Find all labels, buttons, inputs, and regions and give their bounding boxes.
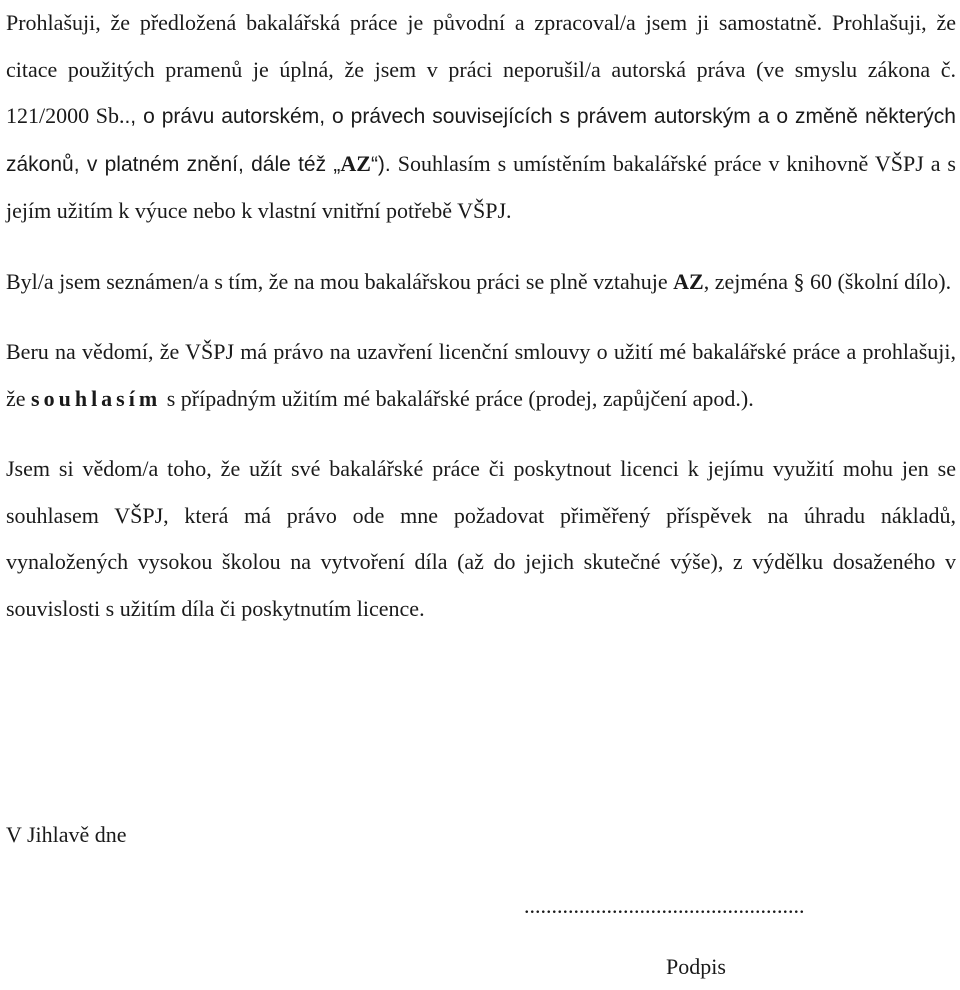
declaration-document [6, 0, 956, 632]
declaration-paragraph-license [6, 329, 956, 422]
declaration-paragraph-usage [6, 446, 956, 632]
usage-text: Jsem si vědom/a toho, že užít své bakalářské práce či poskytnout licenci k jejímu využití mohu jen se souhlasem VŠPJ, která má právo ode mne požadovat přiměřený příspěvek na úhradu nákladů, vynaložených vysokou školou na vytvoření díla (až do jejich skutečné výše), z výdělku dosaženého v souvislosti s užitím díla či poskytnutím licence. [6, 456, 956, 621]
signature-line: ................................................... [524, 893, 805, 918]
az-abbreviation: AZ [340, 150, 371, 176]
copyright-act-close: “). [370, 152, 391, 176]
library-consent-text: Souhlasím s umístěním bakalářské práce v knihovně VŠPJ a s jejím užitím k výuce nebo k vlastní vnitřní potřebě VŠPJ. [6, 150, 956, 223]
declaration-paragraph-school-work [6, 259, 956, 306]
place-date-line: V Jihlavě dne [6, 822, 127, 847]
signature-label: Podpis [666, 954, 726, 979]
school-work-start: Byl/a jsem seznámen/a s tím, že na mou bakalářskou práci se plně vztahuje [6, 268, 674, 294]
agree-emphasis: souhlasím [31, 385, 162, 411]
originality-text: Prohlašuji, že předložená bakalářská práce je původní a zpracoval/a jsem ji samostatně. Prohlašuji, že citace použitých pramenů je úplná, že jsem v práci neporušil/a autorská práva (ve smyslu zákona č. 121/2000 Sb. [6, 10, 956, 128]
license-start: Beru na vědomí, že VŠPJ má právo na uzavření licenční smlouvy o užití mé bakalářské práce a prohlašuji, že [6, 339, 956, 411]
license-end: s případným užitím mé bakalářské práce (prodej, zapůjčení apod.). [161, 385, 754, 411]
school-work-end: , zejména § 60 (školní dílo). [703, 268, 952, 294]
declaration-paragraph-originality [6, 0, 956, 235]
az-abbreviation-2: AZ [673, 268, 704, 294]
copyright-act-text: ., o právu autorském, o právech souvisejících s právem autorským a o změně některých zákonů, v platném znění, dále též „ [6, 105, 956, 176]
